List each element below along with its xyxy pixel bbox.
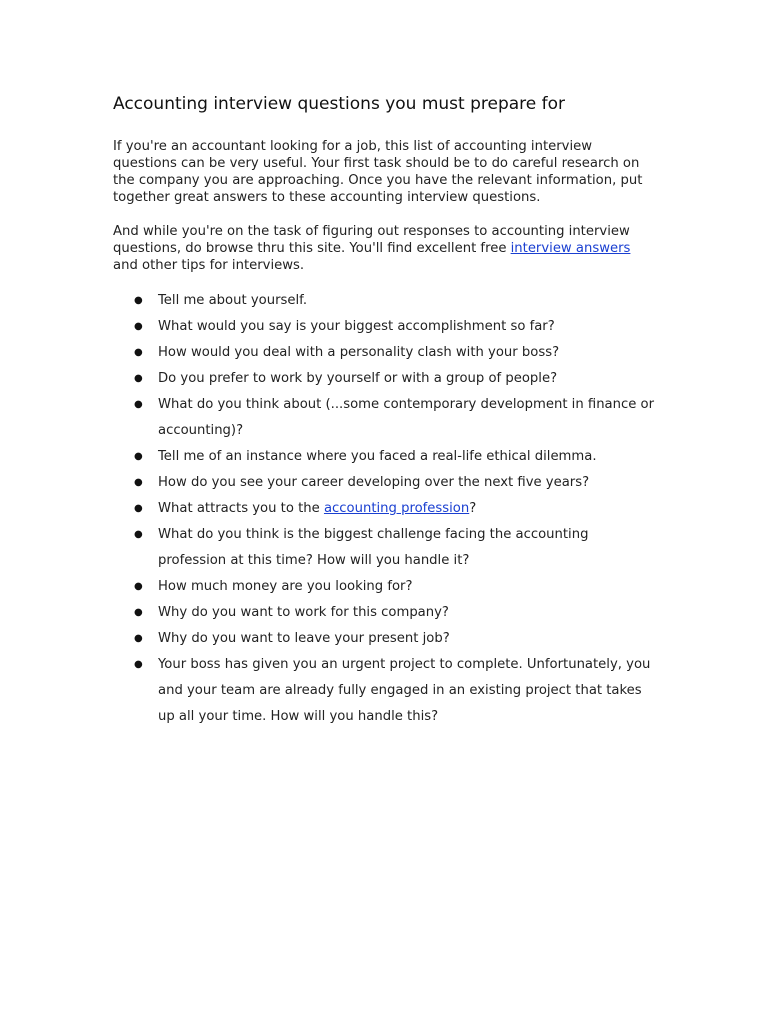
question-item [113, 340, 658, 366]
bullet-icon: ● [134, 373, 143, 384]
question-item [113, 444, 658, 470]
bullet-icon: ● [134, 633, 143, 644]
interview-answers-link[interactable]: interview answers [510, 241, 631, 256]
bullet-icon: ● [134, 295, 143, 306]
bullet-icon: ● [134, 581, 143, 592]
questions-list [113, 288, 673, 730]
bullet-icon: ● [134, 399, 143, 410]
question-item [113, 314, 658, 340]
question-item [113, 366, 658, 392]
bullet-icon: ● [134, 477, 143, 488]
question-text: Your boss has given you an urgent project to complete. Unfortunately, you and your team are already fully engaged in an existing project that takes up all your time. How will you handle this? [158, 657, 651, 724]
bullet-icon: ● [134, 607, 143, 618]
accounting-profession-link[interactable]: accounting profession [323, 501, 470, 516]
question-text-before: What attracts you to the [158, 501, 324, 516]
browse-text-before: And while you're on the task of figuring out responses to accounting interview questions, do browse thru this site. You'll find excellent free [113, 224, 630, 256]
question-text: What do you think is the biggest challenge facing the accounting profession at this time? How will you handle it? [158, 527, 589, 568]
question-item [113, 392, 658, 444]
browse-text-after: and other tips for interviews. [113, 258, 305, 273]
browse-paragraph [113, 223, 658, 274]
bullet-icon: ● [134, 529, 143, 540]
question-text: What would you say is your biggest accomplishment so far? [158, 319, 555, 334]
bullet-icon: ● [134, 659, 143, 670]
bullet-icon: ● [134, 321, 143, 332]
question-item [113, 470, 658, 496]
question-text: How much money are you looking for? [158, 579, 413, 594]
question-text: How would you deal with a personality clash with your boss? [158, 345, 560, 360]
question-text: How do you see your career developing over the next five years? [158, 475, 590, 490]
question-item [113, 522, 658, 574]
question-text: Why do you want to work for this company? [158, 605, 449, 620]
question-item [113, 574, 658, 600]
question-item [113, 496, 658, 522]
question-text: What do you think about (...some contemporary development in finance or accounting)? [158, 397, 655, 438]
document-page [113, 93, 673, 730]
question-item [113, 288, 658, 314]
question-item [113, 600, 658, 626]
bullet-icon: ● [134, 347, 143, 358]
intro-paragraph: If you're an accountant looking for a job, this list of accounting interview questions can be very useful. Your first task should be to do careful research on the company you are approaching. Once you have the relevant information, put together great answers to these accounting interview questions. [113, 139, 643, 205]
question-text: Tell me about yourself. [158, 293, 308, 308]
question-item [113, 652, 658, 730]
question-text-after: ? [469, 501, 477, 516]
page-title: Accounting interview questions you must prepare for [113, 94, 566, 114]
bullet-icon: ● [134, 503, 143, 514]
question-text: Do you prefer to work by yourself or with a group of people? [158, 371, 558, 386]
question-text: Tell me of an instance where you faced a real-life ethical dilemma. [158, 449, 597, 464]
question-text: Why do you want to leave your present job? [158, 631, 450, 646]
question-item [113, 626, 658, 652]
bullet-icon: ● [134, 451, 143, 462]
